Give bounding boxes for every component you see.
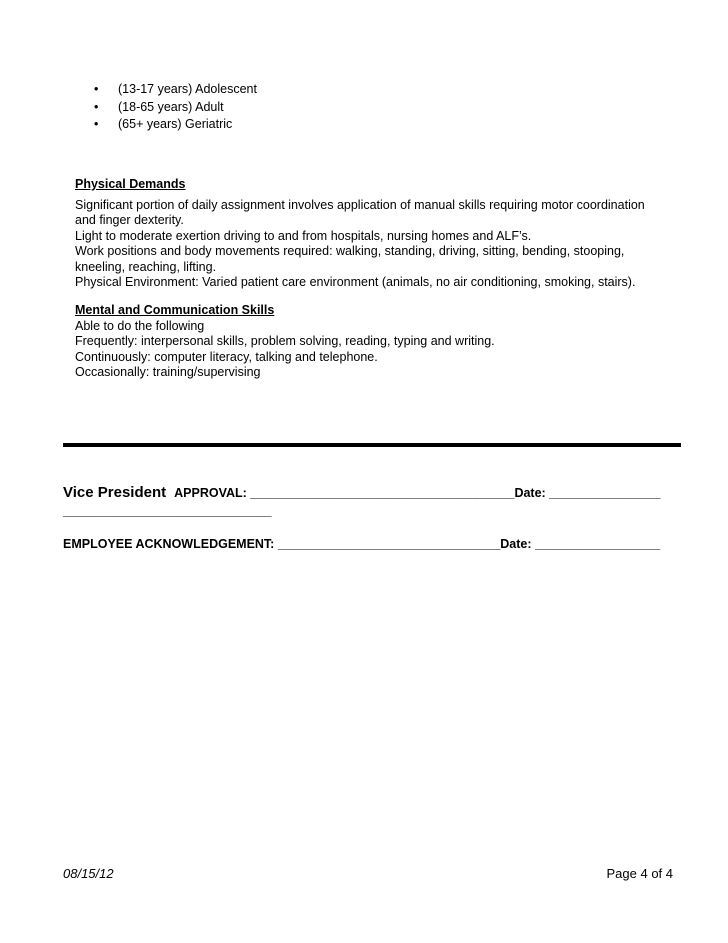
footer-page-number: Page 4 of 4 <box>606 866 673 881</box>
list-item: • (65+ years) Geriatric <box>94 116 257 134</box>
bullet-icon: • <box>94 117 99 131</box>
bullet-icon: • <box>94 99 99 114</box>
body-line: Continuously: computer literacy, talking and telephone. <box>75 349 378 364</box>
vp-approval-line <box>63 484 660 501</box>
body-line: Frequently: interpersonal skills, problem solving, reading, typing and writing. <box>75 334 495 348</box>
body-line: Able to do the following <box>75 318 205 333</box>
physical-demands-heading: Physical Demands <box>75 177 186 191</box>
bullet-icon: • <box>94 82 99 96</box>
section-divider <box>63 443 681 447</box>
vp-title: Vice President <box>63 484 167 501</box>
list-item: • (13-17 years) Adolescent <box>94 81 257 99</box>
list-item: • (18-65 years) Adult <box>94 99 257 117</box>
age-group-list <box>94 81 257 134</box>
body-line: Physical Environment: Varied patient care environment (animals, no air conditioning, smoking, stairs). <box>75 275 636 289</box>
body-line: kneeling, reaching, lifting. <box>75 259 217 274</box>
mental-communication-section <box>75 303 690 381</box>
body-line: Occasionally: training/supervising <box>75 365 261 379</box>
body-line: Significant portion of daily assignment involves application of manual skills requiring motor coordination <box>75 197 645 212</box>
body-line: Light to moderate exertion driving to and from hospitals, nursing homes and ALF’s. <box>75 228 532 243</box>
approval-signature-field: APPROVAL: ______________________________________Date: ________________ <box>174 486 661 500</box>
approval-continuation-line: ______________________________ <box>63 504 272 518</box>
mental-communication-heading: Mental and Communication Skills <box>75 303 275 317</box>
employee-acknowledgement-line: EMPLOYEE ACKNOWLEDGEMENT: ________________________________Date: __________________ <box>63 537 661 551</box>
body-line: and finger dexterity. <box>75 213 184 227</box>
body-line: Work positions and body movements required: walking, standing, driving, sitting, bending, stooping, <box>75 244 625 258</box>
footer-date: 08/15/12 <box>63 866 114 881</box>
physical-demands-section <box>75 177 690 291</box>
